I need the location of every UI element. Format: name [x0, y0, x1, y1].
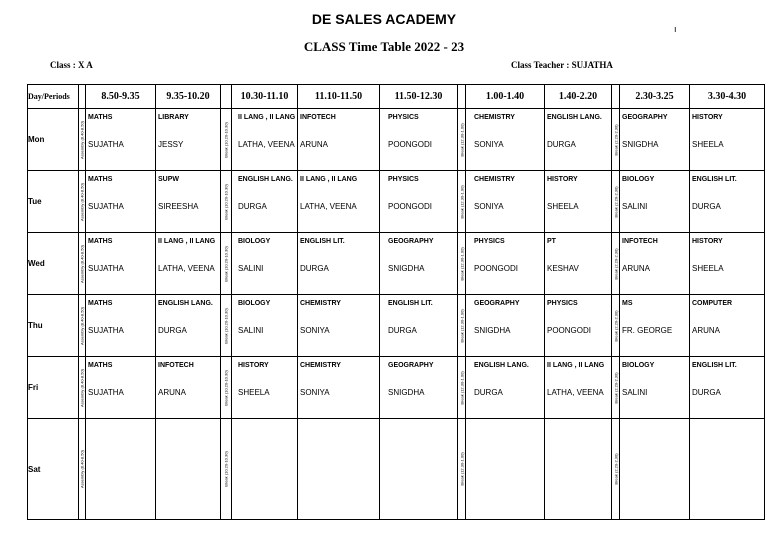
day-name: Mon	[28, 109, 79, 171]
school-name: DE SALES ACADEMY	[311, 11, 457, 27]
period-cell	[156, 419, 221, 520]
subject-name: GEOGRAPHY	[474, 300, 520, 307]
period-cell	[298, 109, 380, 171]
teacher-name: ARUNA	[692, 326, 721, 335]
break-label: Break (10.20-10.30)	[223, 369, 229, 406]
subject-name: BIOLOGY	[238, 300, 271, 307]
teacher-name: SONIYA	[300, 388, 330, 397]
subject-name: GEOGRAPHY	[388, 238, 434, 245]
break-label: Break (2.20-2.30)	[613, 371, 618, 404]
period-cell	[86, 357, 156, 419]
subject-name: ENGLISH LANG.	[547, 114, 602, 121]
header-row	[28, 85, 765, 109]
subject-name: ENGLISH LIT.	[388, 300, 433, 307]
period-cell	[620, 419, 690, 520]
period-time: 11.50-12.30	[380, 85, 458, 109]
period-cell	[690, 171, 765, 233]
subject-name: LIBRARY	[158, 114, 189, 121]
period-cell	[156, 109, 221, 171]
period-time: 10.30-11.10	[232, 85, 298, 109]
subject-name: GEOGRAPHY	[388, 362, 434, 369]
teacher-name: DURGA	[388, 326, 417, 335]
break-label: Break (12.30-1.00)	[459, 452, 464, 486]
teacher-name: DURGA	[300, 264, 329, 273]
period-time: 3.30-4.30	[690, 85, 765, 109]
subject-name: ENGLISH LANG.	[238, 176, 293, 183]
timetable	[27, 84, 765, 520]
teacher-name: POONGODI	[474, 264, 519, 273]
break-label: Break (10.20-10.30)	[223, 121, 229, 158]
subject-name: PHYSICS	[388, 114, 419, 121]
teacher-name: SONIYA	[300, 326, 330, 335]
break-label: Break (2.20-2.30)	[613, 309, 618, 342]
subject-name: HISTORY	[238, 362, 269, 369]
assembly-cell	[79, 295, 86, 357]
subject-name: HISTORY	[692, 238, 723, 245]
subject-name: INFOTECH	[622, 238, 658, 245]
teacher-name: POONGODI	[547, 326, 592, 335]
period-cell	[620, 171, 690, 233]
period-cell	[466, 419, 545, 520]
period-cell	[690, 419, 765, 520]
teacher-name: SNIGDHA	[474, 326, 511, 335]
period-cell	[466, 171, 545, 233]
period-cell	[156, 171, 221, 233]
break-cell	[221, 357, 232, 419]
subject-name: MATHS	[88, 114, 113, 121]
class-teacher-label: Class Teacher : SUJATHA	[511, 60, 613, 70]
period-cell	[380, 109, 458, 171]
day-name: Thu	[28, 295, 79, 357]
teacher-name: SUJATHA	[88, 202, 124, 211]
period-cell	[232, 295, 298, 357]
break-cell	[221, 419, 232, 520]
assembly-cell	[79, 357, 86, 419]
subject-name: ENGLISH LANG.	[474, 362, 529, 369]
break-cell	[612, 233, 620, 295]
break-label: Break (10.20-10.30)	[223, 307, 229, 344]
break-cell	[221, 295, 232, 357]
period-cell	[620, 109, 690, 171]
assembly-label: Assembly (8.40-8.50)	[79, 120, 85, 159]
subject-name: MATHS	[88, 176, 113, 183]
break-column-header	[458, 85, 466, 109]
subject-name: CHEMISTRY	[300, 300, 341, 307]
period-cell	[545, 357, 612, 419]
subject-name: PHYSICS	[474, 238, 505, 245]
period-cell	[620, 295, 690, 357]
period-cell	[690, 233, 765, 295]
teacher-name: SIREESHA	[158, 202, 199, 211]
subject-name: HISTORY	[547, 176, 578, 183]
period-cell	[380, 419, 458, 520]
period-cell	[380, 233, 458, 295]
subject-name: BIOLOGY	[622, 362, 655, 369]
period-time: 8.50-9.35	[86, 85, 156, 109]
assembly-cell	[79, 419, 86, 520]
period-time: 9.35-10.20	[156, 85, 221, 109]
period-cell	[156, 233, 221, 295]
break-label: Break (10.20-10.30)	[223, 245, 229, 282]
break-cell	[612, 357, 620, 419]
period-cell	[298, 357, 380, 419]
teacher-name: SUJATHA	[88, 326, 124, 335]
period-cell	[466, 233, 545, 295]
teacher-name: SNIGDHA	[388, 388, 425, 397]
subject-name: HISTORY	[692, 114, 723, 121]
teacher-name: KESHAV	[547, 264, 579, 273]
assembly-label: Assembly (8.40-8.50)	[79, 182, 85, 221]
break-column-header	[612, 85, 620, 109]
teacher-name: SALINI	[238, 264, 264, 273]
teacher-name: FR. GEORGE	[622, 326, 673, 335]
break-cell	[221, 233, 232, 295]
teacher-name: SHEELA	[692, 264, 724, 273]
period-cell	[298, 171, 380, 233]
break-cell	[612, 109, 620, 171]
teacher-name: DURGA	[692, 202, 721, 211]
period-cell	[690, 295, 765, 357]
period-cell	[545, 295, 612, 357]
assembly-label: Assembly (8.40-8.50)	[79, 306, 85, 345]
page-title: CLASS Time Table 2022 - 23	[303, 39, 465, 54]
day-row	[28, 295, 765, 357]
period-cell	[545, 109, 612, 171]
break-label: Break (12.30-1.00)	[459, 184, 464, 219]
subject-name: MATHS	[88, 238, 113, 245]
period-cell	[545, 171, 612, 233]
teacher-name: SALINI	[622, 388, 648, 397]
teacher-name: ARUNA	[158, 388, 187, 397]
subject-name: ENGLISH LIT.	[300, 238, 345, 245]
break-cell	[612, 419, 620, 520]
period-cell	[380, 357, 458, 419]
teacher-name: SHEELA	[692, 140, 724, 149]
break-label: Break (2.20-2.30)	[613, 185, 618, 218]
break-cell	[458, 171, 466, 233]
subject-name: COMPUTER	[692, 300, 733, 307]
period-time: 1.00-1.40	[466, 85, 545, 109]
teacher-name: SALINI	[622, 202, 648, 211]
period-cell	[380, 171, 458, 233]
teacher-name: DURGA	[547, 140, 576, 149]
subject-name: CHEMISTRY	[300, 362, 341, 369]
subject-name: ENGLISH LIT.	[692, 362, 737, 369]
day-row	[28, 233, 765, 295]
teacher-name: ARUNA	[300, 140, 329, 149]
period-cell	[86, 419, 156, 520]
period-cell	[466, 295, 545, 357]
period-cell	[298, 295, 380, 357]
subject-name: SUPW	[158, 176, 179, 183]
break-label: Break (10.20-10.30)	[223, 183, 229, 220]
day-name: Sat	[28, 419, 79, 520]
period-cell	[156, 357, 221, 419]
break-cell	[458, 233, 466, 295]
period-cell	[690, 357, 765, 419]
subject-name: MATHS	[88, 300, 113, 307]
assembly-label: Assembly (8.40-8.50)	[79, 368, 85, 407]
period-cell	[620, 357, 690, 419]
period-cell	[545, 419, 612, 520]
period-cell	[86, 295, 156, 357]
period-cell	[232, 233, 298, 295]
teacher-name: SUJATHA	[88, 388, 124, 397]
period-cell	[86, 233, 156, 295]
day-row	[28, 419, 765, 520]
period-cell	[232, 419, 298, 520]
subject-name: BIOLOGY	[238, 238, 271, 245]
subject-name: PHYSICS	[547, 300, 578, 307]
break-cell	[612, 295, 620, 357]
teacher-name: SONIYA	[474, 202, 504, 211]
teacher-name: ARUNA	[622, 264, 651, 273]
teacher-name: LATHA, VEENA	[547, 388, 604, 397]
teacher-name: SUJATHA	[88, 264, 124, 273]
subject-name: MATHS	[88, 362, 113, 369]
subject-name: II LANG , II LANG	[158, 238, 216, 245]
break-label: Break (12.30-1.00)	[459, 122, 464, 157]
subject-name: PT	[547, 238, 556, 245]
subject-name: MS	[622, 300, 633, 307]
subject-name: BIOLOGY	[622, 176, 655, 183]
teacher-name: SALINI	[238, 326, 264, 335]
period-cell	[466, 109, 545, 171]
subject-name: II LANG , II LANG	[238, 114, 296, 121]
day-row	[28, 109, 765, 171]
period-time: 2.30-3.25	[620, 85, 690, 109]
subject-name: ENGLISH LIT.	[692, 176, 737, 183]
period-cell	[232, 357, 298, 419]
subject-name: II LANG , II LANG	[300, 176, 358, 183]
subject-name: PHYSICS	[388, 176, 419, 183]
break-cell	[458, 295, 466, 357]
subject-name: II LANG , II LANG	[547, 362, 605, 369]
day-name: Wed	[28, 233, 79, 295]
teacher-name: SONIYA	[474, 140, 504, 149]
assembly-label: Assembly (8.40-8.50)	[79, 244, 85, 283]
teacher-name: SUJATHA	[88, 140, 124, 149]
period-cell	[86, 171, 156, 233]
period-cell	[156, 295, 221, 357]
teacher-name: SHEELA	[547, 202, 579, 211]
break-cell	[458, 357, 466, 419]
break-label: Break (10.20-10.30)	[223, 451, 229, 487]
break-cell	[458, 419, 466, 520]
teacher-name: JESSY	[158, 140, 184, 149]
subject-name: CHEMISTRY	[474, 114, 515, 121]
teacher-name: POONGODI	[388, 140, 433, 149]
teacher-name: DURGA	[692, 388, 721, 397]
teacher-name: POONGODI	[388, 202, 433, 211]
subject-name: INFOTECH	[158, 362, 194, 369]
day-row	[28, 171, 765, 233]
break-label: Break (12.30-1.00)	[459, 370, 464, 405]
day-row	[28, 357, 765, 419]
period-cell	[466, 357, 545, 419]
teacher-name: SNIGDHA	[622, 140, 659, 149]
teacher-name: SHEELA	[238, 388, 270, 397]
period-time: 11.10-11.50	[298, 85, 380, 109]
teacher-name: LATHA, VEENA	[238, 140, 295, 149]
break-cell	[612, 171, 620, 233]
period-time: 1.40-2.20	[545, 85, 612, 109]
period-cell	[232, 171, 298, 233]
teacher-name: LATHA, VEENA	[300, 202, 357, 211]
corner-label: Day/Periods	[28, 85, 79, 109]
period-cell	[620, 233, 690, 295]
subject-name: CHEMISTRY	[474, 176, 515, 183]
break-cell	[221, 109, 232, 171]
period-cell	[545, 233, 612, 295]
assembly-cell	[79, 171, 86, 233]
period-cell	[298, 419, 380, 520]
break-cell	[458, 109, 466, 171]
break-cell	[221, 171, 232, 233]
day-name: Tue	[28, 171, 79, 233]
break-label: Break (2.20-2.30)	[613, 123, 618, 156]
assembly-cell	[79, 233, 86, 295]
assembly-cell	[79, 109, 86, 171]
teacher-name: SNIGDHA	[388, 264, 425, 273]
break-label: Break (2.20-2.30)	[613, 247, 618, 280]
break-label: Break (12.30-1.00)	[459, 308, 464, 343]
period-cell	[298, 233, 380, 295]
teacher-name: DURGA	[474, 388, 503, 397]
break-label: Break (12.30-1.00)	[459, 246, 464, 281]
page-mark: ı	[674, 24, 677, 34]
teacher-name: DURGA	[158, 326, 187, 335]
class-label: Class : X A	[50, 60, 93, 70]
period-cell	[690, 109, 765, 171]
subject-name: GEOGRAPHY	[622, 114, 668, 121]
break-label: Break (2.20-2.30)	[613, 453, 618, 485]
period-cell	[86, 109, 156, 171]
subject-name: INFOTECH	[300, 114, 336, 121]
period-cell	[232, 109, 298, 171]
day-name: Fri	[28, 357, 79, 419]
break-column-header	[79, 85, 86, 109]
subject-name: ENGLISH LANG.	[158, 300, 213, 307]
teacher-name: DURGA	[238, 202, 267, 211]
teacher-name: LATHA, VEENA	[158, 264, 215, 273]
break-column-header	[221, 85, 232, 109]
assembly-label: Assembly (8.40-8.50)	[79, 449, 85, 489]
period-cell	[380, 295, 458, 357]
